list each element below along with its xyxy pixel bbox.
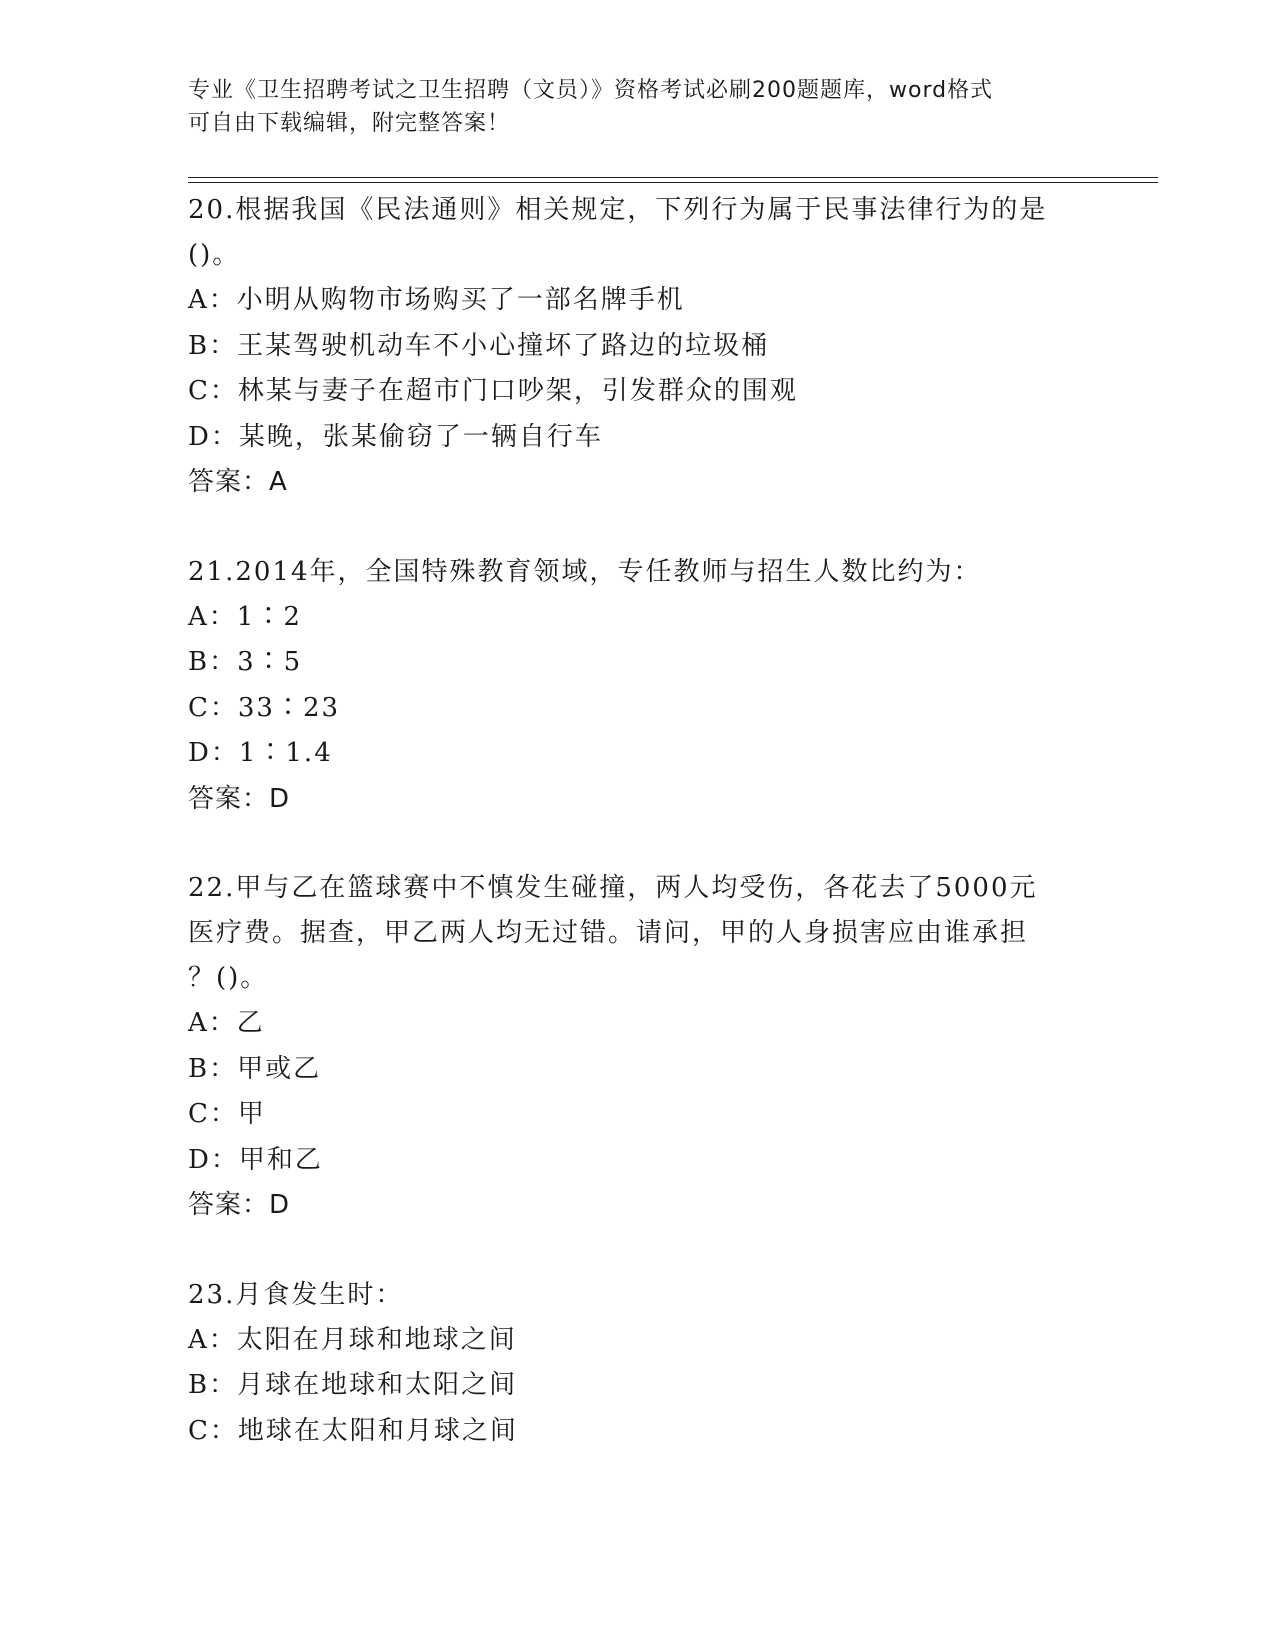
question-22 <box>188 866 1088 1229</box>
answer-line: 答案：A <box>188 467 288 497</box>
question-23 <box>188 1273 1088 1455</box>
question-stem-line: 23.月食发生时： <box>188 1279 404 1310</box>
question-stem-line: 22.甲与乙在篮球赛中不慎发生碰撞，两人均受伤，各花去了5000元 <box>188 873 1038 903</box>
header-rule-bottom <box>188 182 1158 183</box>
question-spacer <box>188 506 1088 550</box>
answer-line: 答案：D <box>188 1190 291 1220</box>
option-b: B：甲或乙 <box>188 1053 322 1084</box>
document-header <box>188 74 1068 140</box>
option-a: A：太阳在月球和地球之间 <box>188 1324 517 1355</box>
question-spacer <box>188 1229 1088 1273</box>
question-stem-line: 医疗费。据查，甲乙两人均无过错。请问，甲的人身损害应由谁承担 <box>188 918 1029 948</box>
question-stem-line: 20.根据我国《民法通则》相关规定，下列行为属于民事法律行为的是 <box>188 195 1048 225</box>
option-c: C：地球在太阳和月球之间 <box>188 1415 518 1446</box>
option-b: B：王某驾驶机动车不小心撞坏了路边的垃圾桶 <box>188 330 770 361</box>
header-line-2: 可自由下载编辑，附完整答案！ <box>188 111 511 136</box>
question-21 <box>188 550 1088 823</box>
option-c: C：33∶23 <box>188 692 341 723</box>
question-20 <box>188 188 1088 506</box>
option-b: B：3∶5 <box>188 647 303 677</box>
option-d: D：甲和乙 <box>188 1144 323 1175</box>
question-stem-line: ？()。 <box>188 963 269 993</box>
question-spacer <box>188 822 1088 866</box>
option-d: D：1∶1.4 <box>188 738 333 768</box>
option-c: C：林某与妻子在超市门口吵架，引发群众的围观 <box>188 376 798 406</box>
question-list <box>188 188 1088 1454</box>
header-line-1: 专业《卫生招聘考试之卫生招聘（文员）》资格考试必刷200题题库，word格式 <box>188 78 994 103</box>
answer-line: 答案：D <box>188 783 291 814</box>
option-a: A：小明从购物市场购买了一部名牌手机 <box>188 285 685 315</box>
option-b: B：月球在地球和太阳之间 <box>188 1370 518 1400</box>
header-rule-top <box>188 177 1158 178</box>
option-a: A：乙 <box>188 1008 265 1038</box>
option-a: A：1∶2 <box>188 601 302 632</box>
option-c: C：甲 <box>188 1099 266 1129</box>
option-d: D：某晚，张某偷窃了一辆自行车 <box>188 421 603 452</box>
question-stem-line: 21.2014年，全国特殊教育领域，专任教师与招生人数比约为： <box>188 556 982 587</box>
question-stem-line: ()。 <box>188 240 241 270</box>
